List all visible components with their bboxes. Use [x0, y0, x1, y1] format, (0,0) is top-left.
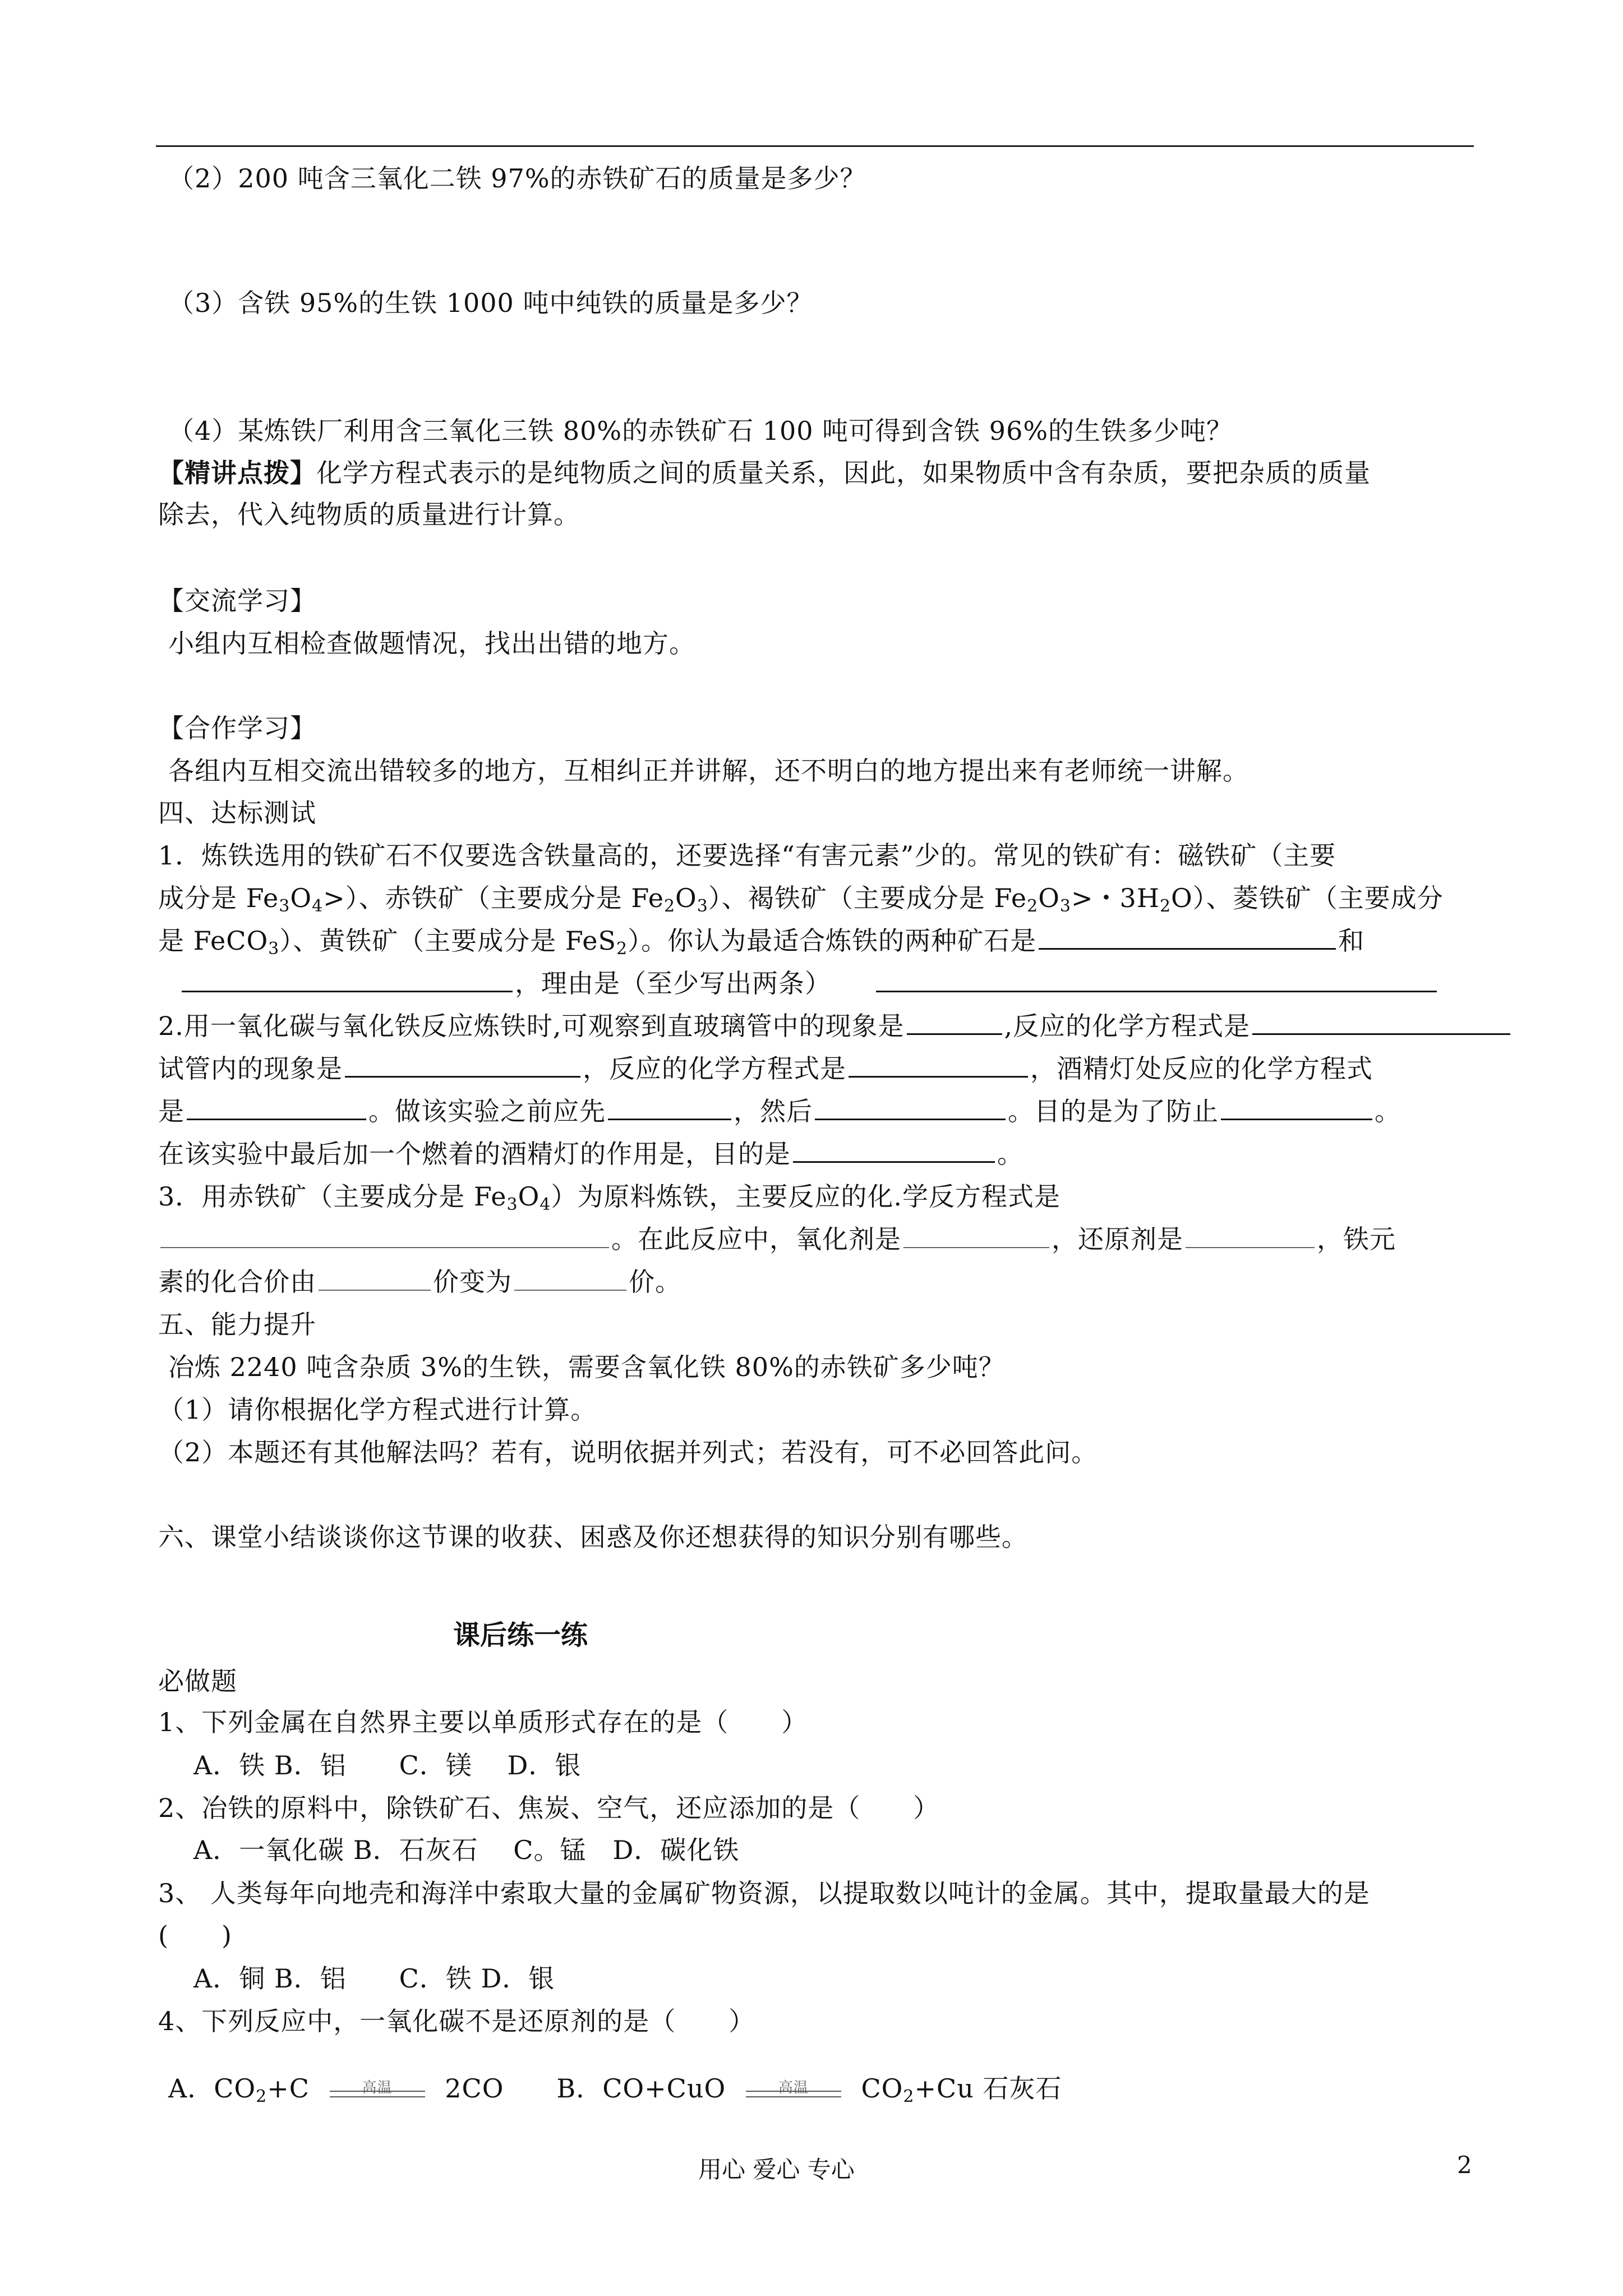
text: 价变为	[433, 1267, 512, 1297]
tip-label: 【精讲点拨】	[158, 458, 316, 488]
answer-blank[interactable]	[187, 1093, 366, 1120]
reaction-condition: 高温	[778, 2079, 809, 2096]
page-number: 2	[1457, 2151, 1472, 2179]
text: ）为原料炼铁，主要反应的化.学反方程式是	[551, 1181, 1061, 1212]
text: 在该实验中最后加一个燃着的酒精灯的作用是，目的是	[158, 1139, 791, 1169]
subscript: 3	[279, 896, 291, 916]
text: +Cu 石灰石	[914, 2073, 1062, 2104]
footer-text: 用心 爱心 专心	[698, 2156, 855, 2183]
subscript: 4	[312, 896, 324, 916]
text: 。做该实验之前应先	[368, 1096, 606, 1126]
question-4: （4）某炼铁厂利用含三氧化三铁 80%的赤铁矿石 100 吨可得到含铁 96%的生铁多少吨？	[168, 416, 1233, 446]
answer-blank[interactable]	[182, 965, 513, 992]
problem-5-part-1: （1）请你根据化学方程式进行计算。	[158, 1395, 597, 1425]
section-6-title: 六、课堂小结谈谈你这节课的收获、困惑及你还想获得的知识分别有哪些。	[158, 1522, 1028, 1552]
text: O	[1038, 883, 1060, 913]
text: 是 FeCO	[158, 926, 269, 956]
section-5-title: 五、能力提升	[158, 1309, 316, 1340]
test-3-line-b	[158, 1220, 1396, 1259]
text: 是	[158, 1096, 185, 1126]
answer-blank[interactable]	[160, 1221, 609, 1248]
required-label: 必做题	[158, 1666, 237, 1696]
answer-blank[interactable]	[1252, 1007, 1510, 1035]
reaction-arrow	[746, 2074, 841, 2108]
mc-4: 4、下列反应中，一氧化碳不是还原剂的是（ ）	[158, 2006, 755, 2036]
answer-blank[interactable]	[1039, 922, 1336, 950]
header-rule	[156, 145, 1474, 147]
tip-line	[158, 453, 1371, 493]
text: CO	[861, 2073, 903, 2104]
problem-5-part-2: （2）本题还有其他解法吗？若有，说明依据并列式；若没有，可不必回答此问。	[158, 1437, 1098, 1467]
equals-line-top	[330, 2091, 425, 2092]
test-1-line-c	[158, 921, 1364, 969]
test-2-line-a	[158, 1006, 1513, 1046]
subscript: 2	[903, 2087, 915, 2106]
answer-blank[interactable]	[907, 1007, 1002, 1035]
subscript: 2	[1027, 896, 1039, 916]
test-3-line-c	[158, 1262, 681, 1301]
subscript: 2	[1159, 896, 1172, 916]
subscript: 2	[256, 2087, 268, 2106]
mc-3: 3、 人类每年向地壳和海洋中索取大量的金属矿物资源，以提取数以吨计的金属。其中，提取量最大的是	[158, 1878, 1370, 1908]
mc-1: 1、下列金属在自然界主要以单质形式存在的是（ ）	[158, 1707, 808, 1737]
text: ，反应的化学方程式是	[583, 1053, 846, 1084]
subscript: 2	[663, 896, 676, 916]
test-1-line-d	[179, 964, 1439, 1003]
text: O	[290, 883, 312, 913]
text: 。在此反应中，氧化剂是	[611, 1224, 901, 1254]
coop-text: 各组内互相交流出错较多的地方，互相纠正并讲解，还不明白的地方提出来有老师统一讲解。	[168, 756, 1249, 786]
text: ）。你认为最适合炼铁的两种矿石是	[628, 926, 1037, 956]
answer-blank[interactable]	[815, 1093, 1006, 1120]
answer-blank[interactable]	[345, 1050, 580, 1078]
text: 价。	[629, 1267, 681, 1297]
text: >・3H	[1071, 883, 1160, 913]
test-2-line-d	[158, 1134, 1023, 1174]
subscript: 3	[697, 896, 708, 916]
answer-blank[interactable]	[319, 1264, 431, 1291]
tip-text: 化学方程式表示的是纯物质之间的质量关系，因此，如果物质中含有杂质，要把杂质的质量	[316, 458, 1371, 488]
subscript: 3	[506, 1195, 518, 1214]
text: ，然后	[734, 1096, 813, 1126]
answer-blank[interactable]	[514, 1264, 626, 1291]
text: ，铁元	[1317, 1224, 1396, 1254]
mc-3-options: A．铜 B．铝 C．铁 D．银	[193, 1963, 555, 1994]
subscript: 4	[540, 1195, 551, 1214]
problem-5: 冶炼 2240 吨含杂质 3%的生铁，需要含氧化铁 80%的赤铁矿多少吨？	[168, 1352, 1005, 1382]
mc-1-options: A．铁 B．铝 C．镁 D．银	[193, 1750, 582, 1780]
text: 。	[1375, 1096, 1401, 1126]
text: 试管内的现象是	[158, 1053, 343, 1084]
test-3-line-a	[158, 1177, 1061, 1225]
coop-title: 【合作学习】	[158, 713, 316, 743]
mc-2-options: A．一氧化碳 B．石灰石 C。锰 D．碳化铁	[193, 1835, 740, 1865]
mc-4-options	[168, 2069, 1062, 2116]
reaction-arrow	[330, 2074, 425, 2108]
test-2-line-c	[158, 1092, 1401, 1131]
answer-blank[interactable]	[1221, 1093, 1372, 1120]
text: A．CO	[168, 2073, 256, 2104]
text: 素的化合价由	[158, 1267, 316, 1297]
text: ,反应的化学方程式是	[1004, 1011, 1251, 1041]
tip-line-2: 除去，代入纯物质的质量进行计算。	[158, 499, 580, 530]
mc-2: 2、冶铁的原料中，除铁矿石、焦炭、空气，还应添加的是（ ）	[158, 1793, 940, 1823]
text: O	[675, 883, 697, 913]
text: 成分是 Fe	[158, 883, 279, 913]
text: 。	[997, 1139, 1023, 1169]
exchange-title: 【交流学习】	[158, 586, 316, 616]
equals-line-top	[746, 2091, 841, 2092]
answer-blank[interactable]	[876, 965, 1437, 992]
question-2: （2）200 吨含三氧化二铁 97%的赤铁矿石的质量是多少？	[168, 163, 866, 194]
text: +C	[267, 2073, 310, 2104]
text: 2.用一氧化碳与氧化铁反应炼铁时,可观察到直玻璃管中的现象是	[158, 1011, 905, 1041]
answer-blank[interactable]	[1186, 1221, 1315, 1248]
text: ）、黄铁矿（主要成分是 FeS	[279, 926, 617, 956]
question-3: （3）含铁 95%的生铁 1000 吨中纯铁的质量是多少？	[168, 288, 813, 318]
text: O	[518, 1181, 540, 1212]
text: >）、赤铁矿（主要成分是 Fe	[323, 883, 664, 913]
text: 2CO B．CO+CuO	[445, 2073, 726, 2104]
after-class-title: 课后练一练	[453, 1619, 588, 1651]
subscript: 2	[616, 939, 628, 959]
text: O）、菱铁矿（主要成分	[1171, 883, 1444, 913]
text: 。目的是为了防止	[1008, 1096, 1219, 1126]
answer-blank[interactable]	[608, 1093, 731, 1120]
reaction-condition: 高温	[362, 2079, 393, 2096]
section-4-title: 四、达标测试	[158, 798, 316, 828]
text: ）、褐铁矿（主要成分是 Fe	[708, 883, 1027, 913]
exchange-text: 小组内互相检查做题情况，找出出错的地方。	[168, 628, 695, 659]
subscript: 3	[268, 939, 280, 959]
test-1-line-b	[158, 878, 1444, 926]
text: ，理由是（至少写出两条）	[515, 968, 831, 999]
equals-line-bottom	[746, 2096, 841, 2097]
text: 和	[1338, 926, 1365, 956]
answer-blank[interactable]	[903, 1221, 1049, 1248]
answer-blank[interactable]	[849, 1050, 1028, 1078]
text: 3．用赤铁矿（主要成分是 Fe	[158, 1181, 507, 1212]
subscript: 3	[1059, 896, 1072, 916]
mc-3-paren: ( )	[158, 1920, 232, 1950]
equals-line-bottom	[330, 2096, 425, 2097]
text: ，酒精灯处反应的化学方程式	[1030, 1053, 1373, 1084]
test-1-line-a: 1．炼铁选用的铁矿石不仅要选含铁量高的，还要选择“有害元素”少的。常见的铁矿有：磁铁矿（主要	[158, 840, 1336, 871]
text: ，还原剂是	[1052, 1224, 1183, 1254]
answer-blank[interactable]	[793, 1135, 995, 1163]
test-2-line-b	[158, 1049, 1373, 1088]
